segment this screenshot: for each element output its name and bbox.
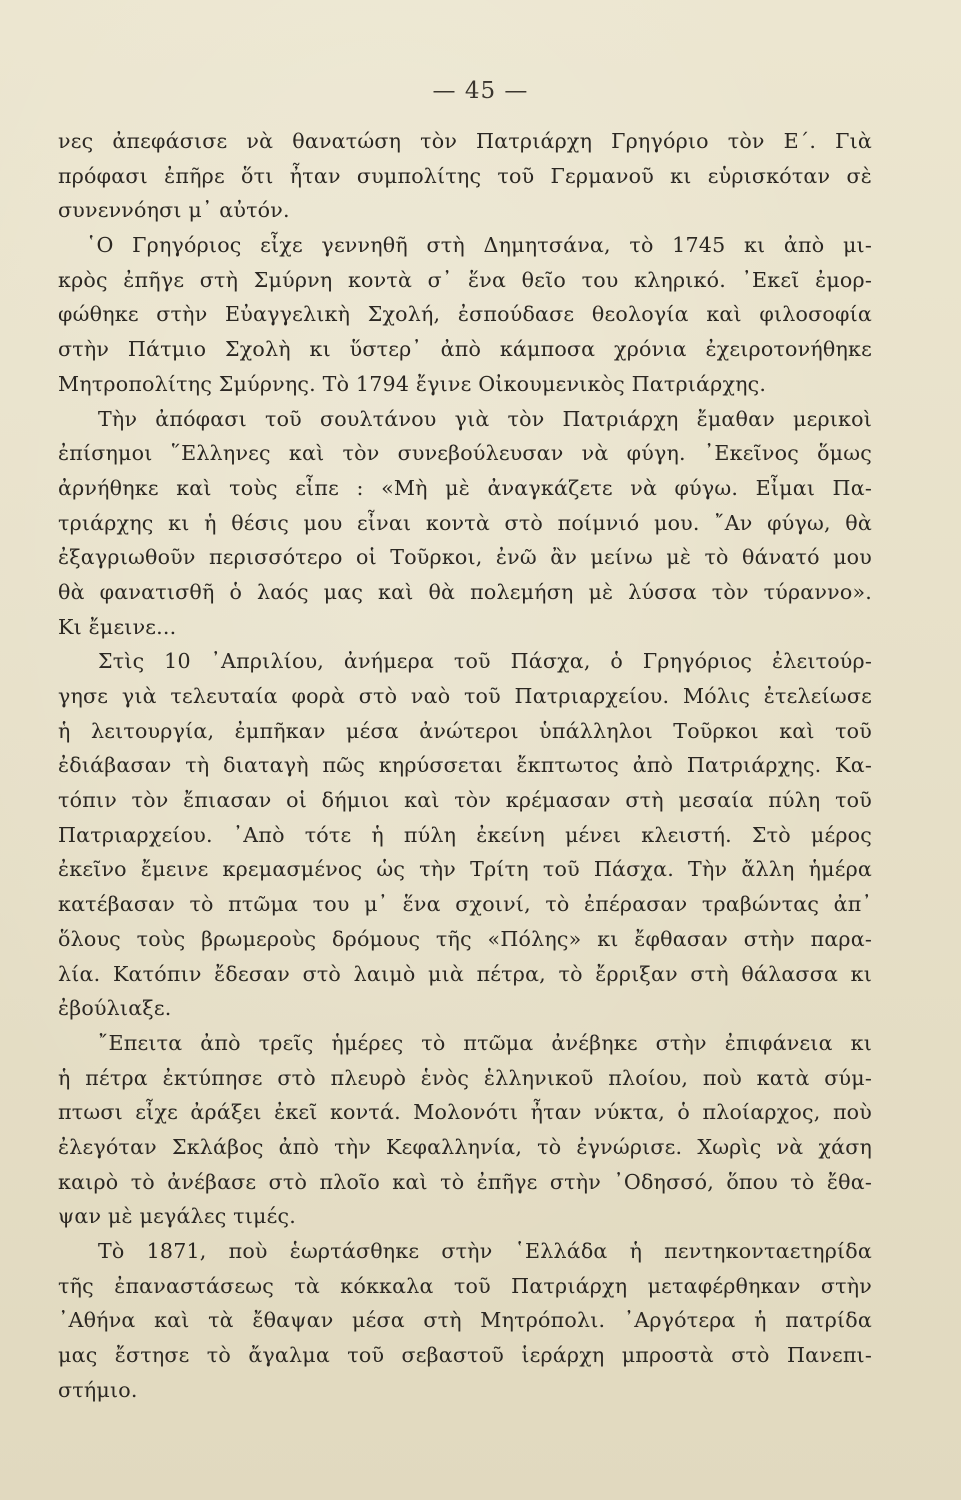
text-line: στήμιο. (58, 1377, 138, 1402)
text-line: ἐξαγριωθοῦν περισσότερο οἱ Τοῦρκοι, ἐνῶ ἂν μείνω μὲ τὸ θάνατό μου (58, 545, 872, 570)
text-line: Στὶς 10 ᾿Απριλίου, ἀνήμερα τοῦ Πάσχα, ὁ Γρηγόριος ἐλειτούρ- (98, 649, 872, 674)
text-line: πρόφασι ἐπῆρε ὅτι ἦταν συμπολίτης τοῦ Γερμανοῦ κι εὑρισκόταν σὲ (58, 163, 872, 188)
text-line: ἡ πέτρα ἐκτύπησε στὸ πλευρὸ ἑνὸς ἑλληνικοῦ πλοίου, ποὺ κατὰ σύμ- (58, 1065, 872, 1090)
text-line: ἡ λειτουργία, ἐμπῆκαν μέσα ἀνώτεροι ὑπάλληλοι Τοῦρκοι καὶ τοῦ (58, 718, 872, 743)
text-line: φώθηκε στὴν Εὐαγγελικὴ Σχολή, ἐσπούδασε θεολογία καὶ φιλοσοφία (58, 302, 872, 327)
text-line: στὴν Πάτμιο Σχολὴ κι ὕστερ᾿ ἀπὸ κάμποσα χρόνια ἐχειροτονήθηκε (58, 337, 872, 362)
text-line: τόπιν τὸν ἔπιασαν οἱ δήμιοι καὶ τὸν κρέμασαν στὴ μεσαία πύλη τοῦ (58, 788, 872, 813)
text-line: ἐκεῖνο ἔμεινε κρεμασμένος ὡς τὴν Τρίτη τοῦ Πάσχα. Τὴν ἄλλη ἡμέρα (58, 857, 872, 882)
text-line: Κι ἔμεινε... (58, 614, 177, 639)
text-line: ῎Επειτα ἀπὸ τρεῖς ἡμέρες τὸ πτῶμα ἀνέβηκε στὴν ἐπιφάνεια κι (98, 1030, 872, 1055)
text-line: θὰ φανατισθῆ ὁ λαός μας καὶ θὰ πολεμήση μὲ λύσσα τὸν τύραννο». (58, 579, 872, 604)
text-line: ἀρνήθηκε καὶ τοὺς εἶπε : «Μὴ μὲ ἀναγκάζετε νὰ φύγω. Εἶμαι Πα- (58, 475, 872, 500)
text-line: ἐδιάβασαν τὴ διαταγὴ πῶς κηρύσσεται ἔκπτωτος ἀπὸ Πατριάρχης. Κα- (58, 753, 872, 778)
text-line: κρὸς ἐπῆγε στὴ Σμύρνη κοντὰ σ᾿ ἕνα θεῖο του κληρικό. ᾿Εκεῖ ἐμορ- (58, 267, 872, 292)
text-line: πτωσι εἶχε ἀράξει ἐκεῖ κοντά. Μολονότι ἦταν νύκτα, ὁ πλοίαρχος, ποὺ (58, 1100, 872, 1125)
text-line: Μητροπολίτης Σμύρνης. Τὸ 1794 ἔγινε Οἰκουμενικὸς Πατριάρχης. (58, 371, 767, 396)
text-line: ψαν μὲ μεγάλες τιμές. (58, 1204, 296, 1229)
text-line: λία. Κατόπιν ἔδεσαν στὸ λαιμὸ μιὰ πέτρα, τὸ ἔρριξαν στὴ θάλασσα κι (58, 961, 872, 986)
text-line: γησε γιὰ τελευταία φορὰ στὸ ναὸ τοῦ Πατριαρχείου. Μόλις ἐτελείωσε (58, 684, 872, 708)
text-line: τῆς ἐπαναστάσεως τὰ κόκκαλα τοῦ Πατριάρχη μεταφέρθηκαν στὴν (58, 1273, 872, 1298)
text-line: ἐβούλιαξε. (58, 996, 172, 1021)
text-line: νες ἀπεφάσισε νὰ θανατώση τὸν Πατριάρχη Γρηγόριο τὸν Ε΄. Γιὰ (58, 129, 872, 153)
text-line: κατέβασαν τὸ πτῶμα του μ᾿ ἕνα σχοινί, τὸ ἐπέρασαν τραβώντας ἀπ᾿ (58, 892, 872, 917)
text-line: ὅλους τοὺς βρωμεροὺς δρόμους τῆς «Πόλης» κι ἔφθασαν στὴν παρα- (58, 926, 872, 951)
body-text (58, 124, 872, 1407)
text-line: ῾Ο Γρηγόριος εἶχε γεννηθῆ στὴ Δημητσάνα, τὸ 1745 κι ἀπὸ μι- (86, 233, 872, 258)
text-line: καιρὸ τὸ ἀνέβασε στὸ πλοῖο καὶ τὸ ἐπῆγε στὴν ᾿Οδησσό, ὅπου τὸ ἔθα- (58, 1169, 872, 1194)
text-line: Τὴν ἀπόφασι τοῦ σουλτάνου γιὰ τὸν Πατριάρχη ἔμαθαν μερικοὶ (98, 406, 872, 431)
text-line: τριάρχης κι ἡ θέσις μου εἶναι κοντὰ στὸ ποίμνιό μου. ῎Αν φύγω, θὰ (58, 510, 872, 535)
text-line: συνεννόησι μ᾿ αὐτόν. (58, 198, 290, 223)
text-line: Πατριαρχείου. ᾿Απὸ τότε ἡ πύλη ἐκείνη μένει κλειστή. Στὸ μέρος (58, 822, 872, 847)
text-line: ἐπίσημοι ῞Ελληνες καὶ τὸν συνεβούλευσαν νὰ φύγη. ᾿Εκεῖνος ὅμως (58, 441, 872, 466)
text-line: μας ἔστησε τὸ ἄγαλμα τοῦ σεβαστοῦ ἱεράρχη μπροστὰ στὸ Πανεπι- (58, 1343, 872, 1368)
page-number: — 45 — (432, 78, 529, 104)
text-line: ἐλεγόταν Σκλάβος ἀπὸ τὴν Κεφαλληνία, τὸ ἐγνώρισε. Χωρὶς νὰ χάση (58, 1134, 872, 1159)
text-line: ᾿Αθήνα καὶ τὰ ἔθαψαν μέσα στὴ Μητρόπολι. ᾿Αργότερα ἡ πατρίδα (58, 1308, 872, 1333)
text-line: Τὸ 1871, ποὺ ἑωρτάσθηκε στὴν ῾Ελλάδα ἡ πεντηκονταετηρίδα (98, 1239, 872, 1263)
